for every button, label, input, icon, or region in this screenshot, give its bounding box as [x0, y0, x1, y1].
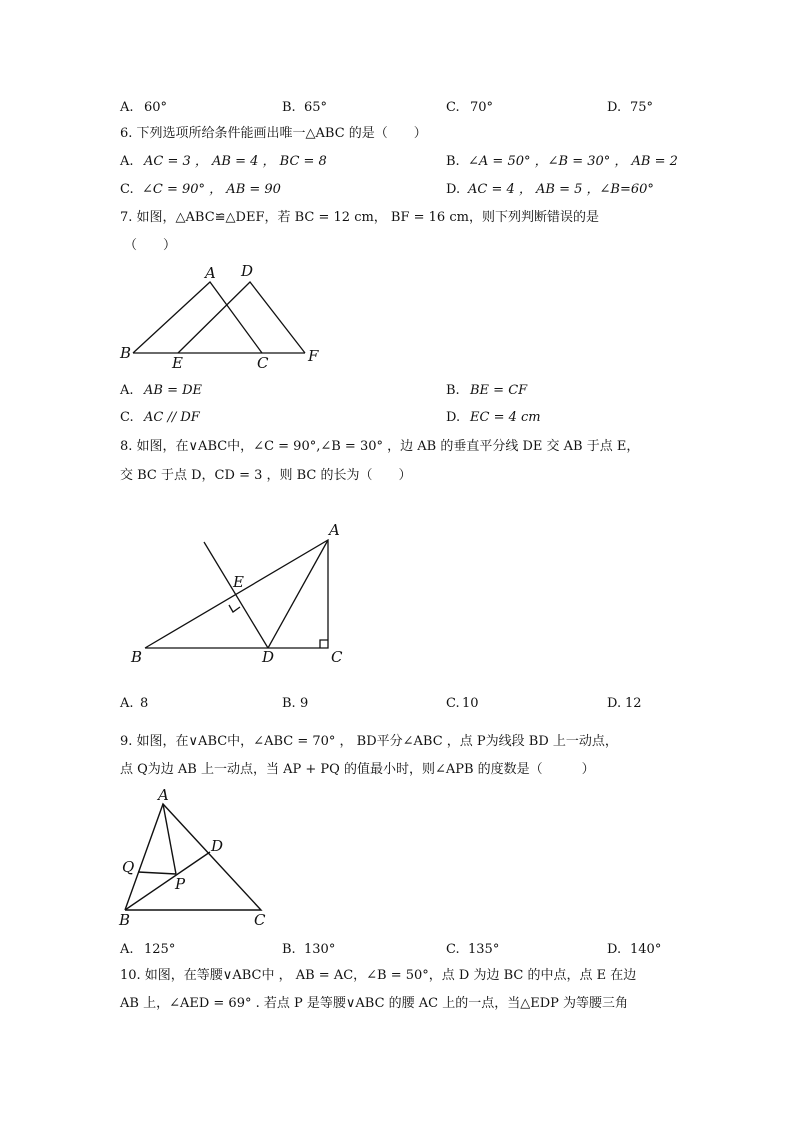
- option-text: 60°: [144, 100, 168, 115]
- point-a-label: A: [329, 521, 340, 539]
- q7-stem-continued: （ ）: [124, 238, 177, 253]
- option-text: 130°: [304, 942, 336, 957]
- option-text: ∠A = 50° ，∠B = 30° ， AB = 2: [468, 154, 678, 169]
- q8-stem: 8. 如图，在∨ABC中，∠C = 90°,∠B = 30° ，边 AB 的垂直平分线 DE 交 AB 于点 E，: [120, 439, 640, 454]
- bisector-bd: [125, 852, 210, 910]
- option-letter: B.: [282, 696, 296, 711]
- option-text: AC // DF: [144, 410, 200, 425]
- option-letter: D.: [607, 942, 622, 957]
- option-letter: A.: [120, 942, 134, 957]
- option-text: EC = 4 cm: [470, 410, 541, 425]
- option-letter: A.: [120, 383, 134, 398]
- option-letter: B.: [282, 100, 296, 115]
- point-b-label: B: [119, 911, 131, 929]
- option-text: 12: [625, 696, 642, 711]
- option-letter: C.: [120, 410, 134, 425]
- option-letter: D.: [446, 410, 461, 425]
- q8-stem-continued: 交 BC 于点 D，CD = 3 ，则 BC 的长为（ ）: [120, 468, 412, 483]
- point-d-label: D: [262, 648, 275, 666]
- q9-stem: 9. 如图，在∨ABC中，∠ABC = 70° ， BD平分∠ABC ，点 P为线段 BD 上一动点，: [120, 734, 618, 749]
- option-text: 75°: [630, 100, 654, 115]
- option-text: 140°: [630, 942, 662, 957]
- q9-stem-continued: 点 Q为边 AB 上一动点，当 AP + PQ 的值最小时，则∠APB 的度数是（ ）: [120, 762, 595, 777]
- point-c-label: C: [257, 354, 269, 372]
- option-letter: D.: [607, 696, 622, 711]
- option-text: ∠C = 90° ， AB = 90: [142, 182, 281, 197]
- option-text: 9: [300, 696, 309, 711]
- option-text: 135°: [468, 942, 500, 957]
- option-text: 65°: [304, 100, 328, 115]
- point-d-label: D: [211, 837, 224, 855]
- q6-stem: 6. 下列选项所给条件能画出唯一△ABC 的是（ ）: [120, 126, 427, 141]
- option-letter: A.: [120, 154, 134, 169]
- option-letter: D.: [607, 100, 622, 115]
- option-letter: B.: [446, 154, 460, 169]
- triangle-abc: [125, 804, 261, 910]
- point-c-label: C: [254, 911, 266, 929]
- q7-stem: 7. 如图，△ABC≌△DEF，若 BC = 12 cm， BF = 16 cm，则下列判断错误的是: [120, 210, 599, 225]
- point-a-label: A: [158, 786, 169, 804]
- option-text: 70°: [470, 100, 494, 115]
- point-e-label: E: [233, 573, 244, 591]
- point-b-label: B: [131, 648, 143, 666]
- point-f-label: F: [308, 347, 319, 365]
- segment-pq: [138, 872, 176, 874]
- point-d-label: D: [241, 262, 254, 280]
- point-e-label: E: [172, 354, 183, 372]
- q10-stem: 10. 如图，在等腰∨ABC中 ， AB = AC，∠B = 50°，点 D 为边 BC 的中点，点 E 在边: [120, 968, 637, 983]
- option-letter: C.: [120, 182, 134, 197]
- option-letter: C.: [446, 942, 460, 957]
- point-a-label: A: [205, 264, 216, 282]
- option-letter: A.: [120, 100, 134, 115]
- option-text: AC = 3 ， AB = 4 ， BC = 8: [144, 154, 327, 169]
- option-letter: D.: [446, 182, 461, 197]
- option-text: 10: [462, 696, 479, 711]
- option-letter: C.: [446, 100, 460, 115]
- option-text: 8: [140, 696, 149, 711]
- option-text: 125°: [144, 942, 176, 957]
- option-letter: B.: [282, 942, 296, 957]
- point-b-label: B: [120, 344, 132, 362]
- option-text: AB = DE: [144, 383, 203, 398]
- point-q-label: Q: [122, 858, 135, 876]
- option-letter: C.: [446, 696, 460, 711]
- point-p-label: P: [175, 875, 186, 893]
- point-c-label: C: [331, 648, 343, 666]
- option-text: AC = 4 ， AB = 5 ，∠B=60°: [468, 182, 654, 197]
- option-letter: A.: [120, 696, 134, 711]
- option-letter: B.: [446, 383, 460, 398]
- q10-stem-continued: AB 上，∠AED = 69° . 若点 P 是等腰∨ABC 的腰 AC 上的一点，当△EDP 为等腰三角: [120, 996, 629, 1011]
- option-text: BE = CF: [470, 383, 528, 398]
- segment-ap: [163, 804, 176, 874]
